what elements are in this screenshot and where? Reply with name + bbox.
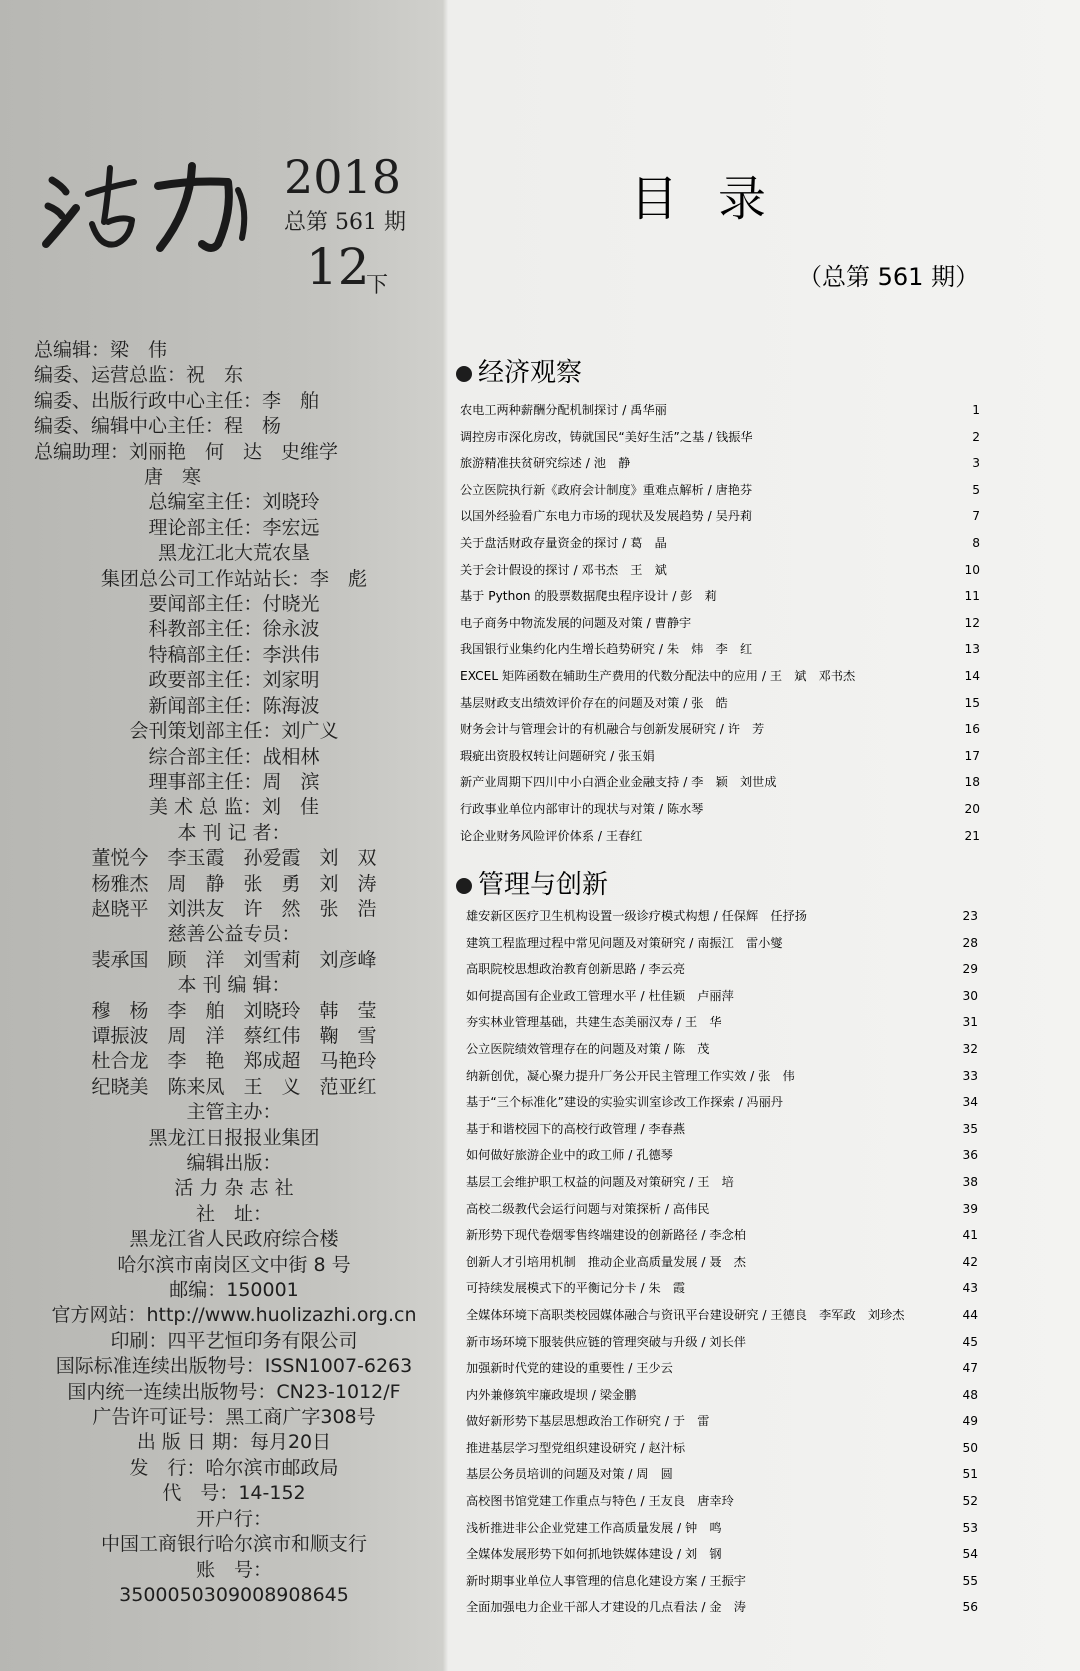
toc-entry[interactable]: [466, 1435, 978, 1462]
toc-entry-title: 新产业周期下四川中小白酒企业金融支持 / 李 颖 刘世成: [460, 775, 777, 790]
staff-line: 科教部主任：徐永波: [148, 618, 320, 641]
toc-entry-title: 基于“三个标准化”建设的实验实训室诊改工作探索 / 冯丽丹: [466, 1095, 783, 1110]
toc-entry-title: 基层公务员培训的问题及对策 / 周 圆: [466, 1467, 673, 1482]
toc-entry-title: 加强新时代党的建设的重要性 / 王少云: [466, 1361, 673, 1376]
toc-entry[interactable]: [466, 930, 978, 957]
toc-entry-page: 39: [962, 1201, 978, 1216]
toc-entry-page: 29: [962, 962, 978, 977]
toc-entry-title: 全媒体环境下高职类校园媒体融合与资讯平台建设研究 / 王德良 李军政 刘珍杰: [466, 1307, 905, 1322]
toc-entry[interactable]: [460, 450, 980, 477]
staff-line: 穆 杨 李 舶 刘晓玲 韩 莹: [91, 999, 377, 1022]
toc-entry[interactable]: [460, 610, 980, 637]
staff-line: 编辑出版：: [186, 1152, 282, 1174]
toc-entry-page: 15: [964, 695, 980, 710]
toc-entry[interactable]: [460, 477, 980, 504]
toc-entry-title: 夯实林业管理基础，共建生态美丽汉寿 / 王 华: [466, 1015, 722, 1030]
staff-line: 慈善公益专员：: [167, 923, 301, 946]
toc-entry[interactable]: [466, 1222, 978, 1249]
toc-entry[interactable]: [466, 1541, 978, 1568]
toc-entry-page: 16: [964, 722, 980, 737]
toc-list-economy: [460, 397, 980, 849]
staff-line: 广告许可证号：黑工商广字308号: [92, 1406, 376, 1429]
toc-entry[interactable]: [466, 1196, 978, 1223]
toc-entry-page: 1: [972, 403, 980, 417]
toc-entry-page: 43: [962, 1281, 978, 1296]
toc-entry-title: 新时期事业单位人事管理的信息化建设方案 / 王振宇: [466, 1573, 746, 1588]
toc-entry-page: 44: [962, 1307, 978, 1322]
toc-entry[interactable]: [460, 823, 980, 850]
staff-line: 纪晓美 陈来凤 王 义 范亚红: [91, 1075, 377, 1098]
toc-entry-page: 32: [962, 1041, 978, 1056]
toc-entry[interactable]: [460, 583, 980, 610]
toc-entry-page: 34: [962, 1095, 978, 1110]
toc-entry-title: 基于 Python 的股票数据爬虫程序设计 / 彭 莉: [460, 589, 717, 604]
issue-half: 下: [366, 273, 389, 298]
toc-entry[interactable]: [466, 983, 978, 1010]
toc-entry-title: 关于会计假设的探讨 / 邓书杰 王 斌: [460, 562, 667, 577]
staff-line: 杜合龙 李 艳 郑成超 马艳玲: [91, 1050, 377, 1073]
toc-entry-page: 28: [962, 935, 978, 950]
toc-entry-title: EXCEL 矩阵函数在辅助生产费用的代数分配法中的应用 / 王 斌 邓书杰: [460, 668, 856, 683]
toc-entry-page: 42: [962, 1254, 978, 1269]
toc-entry-page: 41: [962, 1228, 978, 1243]
toc-entry[interactable]: [466, 903, 978, 930]
toc-entry-page: 10: [964, 562, 980, 577]
toc-entry-title: 电子商务中物流发展的问题及对策 / 曹静宇: [460, 615, 692, 630]
staff-line: 综合部主任：战相林: [148, 745, 320, 768]
staff-line: 中国工商银行哈尔滨市和顺支行: [100, 1533, 367, 1556]
toc-entry-title: 全媒体发展形势下如何抓地铁媒体建设 / 刘 钢: [466, 1547, 722, 1562]
toc-entry-title: 基层财政支出绩效评价存在的问题及对策 / 张 皓: [460, 695, 728, 710]
toc-entry-title: 推进基层学习型党组织建设研究 / 赵汁标: [466, 1440, 686, 1455]
staff-line: 黑龙江日报报业集团: [148, 1126, 320, 1149]
staff-line: 活 力 杂 志 社: [174, 1177, 294, 1200]
toc-entry[interactable]: [466, 1142, 978, 1169]
toc-entry[interactable]: [466, 1169, 978, 1196]
staff-line: 发 行：哈尔滨市邮政局: [129, 1456, 339, 1479]
staff-line: 谭振波 周 洋 蔡红伟 鞠 雪: [91, 1024, 377, 1047]
staff-line: 黑龙江省人民政府综合楼: [129, 1228, 339, 1251]
staff-line: 国内统一连续出版物号：CN23-1012/F: [67, 1380, 401, 1403]
toc-entry-title: 农电工两种薪酬分配机制探讨 / 禹华丽: [460, 403, 667, 417]
toc-entry-page: 23: [962, 909, 978, 923]
toc-entry-title: 纳新创优，凝心聚力提升厂务公开民主管理工作实效 / 张 伟: [466, 1068, 795, 1083]
toc-entry[interactable]: [466, 1408, 978, 1435]
staff-line: 编委、编辑中心主任：程 杨: [34, 415, 282, 438]
toc-entry-page: 14: [964, 668, 980, 683]
toc-entry-title: 全面加强电力企业干部人才建设的几点看法 / 金 涛: [466, 1600, 746, 1615]
toc-entry-title: 如何做好旅游企业中的政工师 / 孔德琴: [466, 1148, 673, 1163]
staff-line: 裴承国 顾 洋 刘雪莉 刘彦峰: [91, 948, 377, 971]
staff-line: 集团总公司工作站站长：李 彪: [100, 567, 367, 590]
staff-line: 开户行：: [195, 1507, 272, 1530]
staff-line: 理事部主任：周 滨: [148, 770, 320, 793]
staff-line: 特稿部主任：李洪伟: [148, 643, 320, 666]
toc-entry[interactable]: [460, 743, 980, 770]
toc-entry[interactable]: [466, 1488, 978, 1515]
toc-entry-title: 高校图书馆党建工作重点与特色 / 王友良 唐幸玲: [466, 1494, 734, 1509]
staff-line: 账 号：: [195, 1558, 272, 1581]
staff-line: 美 术 总 监：刘 佳: [148, 796, 320, 819]
toc-entry-page: 35: [962, 1121, 978, 1136]
toc-entry[interactable]: [460, 397, 980, 424]
toc-entry-page: 48: [962, 1387, 978, 1402]
toc-entry-title: 旅游精准扶贫研究综述 / 池 静: [460, 456, 631, 471]
toc-entry[interactable]: [460, 557, 980, 584]
toc-entry-title: 如何提高国有企业政工管理水平 / 杜佳颖 卢丽萍: [466, 988, 734, 1003]
toc-entry[interactable]: [466, 956, 978, 983]
toc-entry-page: 54: [962, 1547, 978, 1562]
huoli-calligraphy-logo: [42, 160, 257, 260]
staff-line: 本 刊 编 辑：: [177, 974, 291, 997]
toc-entry[interactable]: [460, 530, 980, 557]
toc-entry[interactable]: [466, 1036, 978, 1063]
staff-line: 邮编：150001: [169, 1279, 299, 1302]
staff-line: 赵晓平 刘洪友 许 然 张 浩: [91, 897, 377, 920]
toc-entry-title: 建筑工程监理过程中常见问题及对策研究 / 南振江 雷小燮: [466, 935, 783, 950]
toc-entry-title: 基层工会维护职工权益的问题及对策研究 / 王 培: [466, 1174, 734, 1189]
toc-entry[interactable]: [466, 1275, 978, 1302]
toc-entry-page: 36: [962, 1148, 978, 1163]
staff-line: 主管主办：: [186, 1101, 282, 1124]
toc-entry[interactable]: [460, 424, 980, 451]
toc-entry-title: 行政事业单位内部审计的现状与对策 / 陈水琴: [460, 801, 704, 816]
section-heading-management: 管理与创新: [456, 864, 608, 901]
toc-entry-page: 3: [972, 456, 980, 471]
issue-year: 2018: [284, 150, 402, 204]
toc-entry-title: 基于和谐校园下的高校行政管理 / 李春燕: [466, 1121, 686, 1136]
staff-line: 总编辑：梁 伟: [34, 339, 168, 361]
toc-entry-page: 11: [964, 589, 980, 604]
toc-entry-title: 浅析推进非公企业党建工作高质量发展 / 钟 鸣: [466, 1520, 722, 1535]
staff-line: 理论部主任：李宏远: [148, 516, 320, 539]
toc-entry-page: 12: [964, 615, 980, 630]
total-issue-number: 总第 561 期: [284, 210, 406, 235]
staff-line: 本 刊 记 者：: [177, 821, 291, 844]
toc-title: 目录: [630, 171, 807, 227]
toc-entry[interactable]: [466, 1329, 978, 1356]
staff-line: 新闻部主任：陈海波: [148, 694, 320, 717]
toc-entry[interactable]: [466, 1355, 978, 1382]
toc-entry-title: 论企业财务风险评价体系 / 王春红: [460, 828, 643, 843]
toc-entry[interactable]: [466, 1568, 978, 1595]
toc-entry-title: 财务会计与管理会计的有机融合与创新发展研究 / 许 芳: [460, 722, 765, 737]
toc-entry-title: 以国外经验看广东电力市场的现状及发展趋势 / 吴丹莉: [460, 509, 753, 524]
toc-entry[interactable]: [466, 1302, 978, 1329]
toc-entry-title: 新形势下现代卷烟零售终端建设的创新路径 / 李念柏: [466, 1228, 746, 1243]
toc-entry[interactable]: [466, 1515, 978, 1542]
toc-entry-page: 47: [962, 1361, 978, 1376]
toc-entry-page: 21: [964, 828, 980, 843]
toc-entry-page: 30: [962, 988, 978, 1003]
toc-entry-title: 新市场环境下服装供应链的管理突破与升级 / 刘长伴: [466, 1334, 746, 1349]
staff-line: 编委、出版行政中心主任：李 舶: [34, 389, 320, 412]
toc-entry[interactable]: [466, 1063, 978, 1090]
toc-entry[interactable]: [466, 1249, 978, 1276]
toc-entry-page: 51: [962, 1467, 978, 1482]
toc-entry[interactable]: [466, 1116, 978, 1143]
toc-entry-page: 53: [962, 1520, 978, 1535]
toc-entry-page: 45: [962, 1334, 978, 1349]
toc-entry[interactable]: [466, 1594, 978, 1621]
toc-entry-page: 2: [972, 429, 980, 444]
toc-entry[interactable]: [466, 1382, 978, 1409]
toc-entry-title: 内外兼修筑牢廉政堤坝 / 梁金鹏: [466, 1387, 637, 1402]
staff-list: [34, 338, 434, 1608]
staff-line: 官方网站：http://www.huolizazhi.org.cn: [51, 1304, 417, 1327]
staff-line: 哈尔滨市南岗区文中街 8 号: [117, 1253, 351, 1276]
toc-entry-page: 55: [962, 1573, 978, 1588]
section-heading-economy: 经济观察: [456, 352, 582, 389]
toc-entry-title: 做好新形势下基层思想政治工作研究 / 于 雷: [466, 1414, 710, 1429]
toc-entry-page: 13: [964, 642, 980, 657]
toc-entry-page: 49: [962, 1414, 978, 1429]
toc-list-management: [466, 903, 978, 1621]
toc-entry-title: 高职院校思想政治教育创新思路 / 李云亮: [466, 962, 686, 977]
toc-entry-page: 52: [962, 1494, 978, 1509]
toc-entry-page: 38: [962, 1174, 978, 1189]
toc-entry[interactable]: [466, 1461, 978, 1488]
toc-entry-page: 20: [964, 801, 980, 816]
toc-entry-page: 8: [972, 535, 980, 550]
staff-line: 编委、运营总监：祝 东: [34, 364, 244, 387]
staff-line: 黑龙江北大荒农垦: [157, 542, 310, 565]
staff-line: 要闻部主任：付晓光: [148, 593, 320, 616]
staff-line: 社 址：: [195, 1202, 272, 1225]
toc-entry[interactable]: [460, 796, 980, 823]
toc-entry-page: 31: [962, 1015, 978, 1030]
toc-entry-title: 瑕疵出资股权转让问题研究 / 张玉娟: [460, 748, 655, 763]
toc-entry-page: 17: [964, 748, 980, 763]
toc-entry[interactable]: [460, 690, 980, 717]
staff-line: 杨雅杰 周 静 张 勇 刘 涛: [91, 872, 377, 895]
toc-entry[interactable]: [460, 716, 980, 743]
toc-entry-title: 关于盘活财政存量资金的探讨 / 葛 晶: [460, 535, 667, 550]
toc-entry-title: 创新人才引培用机制 推动企业高质量发展 / 聂 杰: [466, 1254, 746, 1269]
toc-entry-title: 我国银行业集约化内生增长趋势研究 / 朱 炜 李 红: [460, 642, 753, 657]
toc-entry-page: 56: [962, 1600, 978, 1615]
toc-entry-title: 公立医院绩效管理存在的问题及对策 / 陈 茂: [466, 1041, 710, 1056]
toc-subtitle: （总第 561 期）: [798, 263, 980, 291]
toc-entry-title: 高校二级教代会运行问题与对策探析 / 高伟民: [466, 1201, 710, 1216]
toc-entry-page: 18: [964, 775, 980, 790]
toc-entry-title: 雄安新区医疗卫生机构设置一级诊疗模式构想 / 任保辉 任抒扬: [466, 909, 807, 923]
toc-entry-title: 公立医院执行新《政府会计制度》重难点解析 / 唐艳芬: [460, 482, 753, 497]
masthead-column: [0, 0, 440, 1671]
staff-line: 代 号：14-152: [162, 1482, 306, 1505]
staff-line: 会刊策划部主任：刘广义: [129, 720, 339, 743]
toc-entry-title: 调控房市深化房改，铸就国民“美好生活”之基 / 钱振华: [460, 429, 753, 444]
toc-entry-page: 50: [962, 1440, 978, 1455]
toc-entry[interactable]: [466, 1089, 978, 1116]
bullet-icon: [456, 366, 472, 382]
toc-entry[interactable]: [460, 636, 980, 663]
staff-line: 3500050309008908645: [119, 1583, 349, 1606]
staff-line: 总编室主任：刘晓玲: [148, 491, 320, 514]
issue-month: 12: [306, 238, 370, 296]
toc-entry[interactable]: [460, 663, 980, 690]
toc-entry-page: 5: [972, 482, 980, 497]
toc-entry[interactable]: [460, 503, 980, 530]
toc-entry-page: 7: [972, 509, 980, 524]
staff-line: 出 版 日 期：每月20日: [136, 1431, 332, 1454]
toc-entry[interactable]: [460, 769, 980, 796]
toc-entry-page: 33: [962, 1068, 978, 1083]
staff-line: 印刷：四平艺恒印务有限公司: [110, 1329, 358, 1352]
toc-entry[interactable]: [466, 1009, 978, 1036]
staff-line: 董悦今 李玉霞 孙爱霞 刘 双: [91, 847, 377, 870]
staff-line: 总编助理：刘丽艳 何 达 史维学: [34, 440, 339, 463]
staff-line: 政要部主任：刘家明: [148, 669, 320, 692]
bullet-icon: [456, 878, 472, 894]
staff-line: 国际标准连续出版物号：ISSN1007-6263: [55, 1355, 413, 1378]
staff-line: 唐 寒: [144, 466, 202, 489]
toc-entry-title: 可持续发展模式下的平衡记分卡 / 朱 霞: [466, 1281, 686, 1296]
